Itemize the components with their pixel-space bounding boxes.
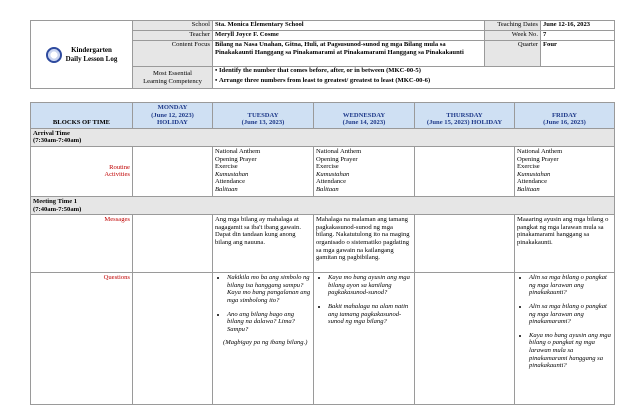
tuesday-date: (June 13, 2023) [241,119,285,127]
routine-item: Kumustahan [215,170,249,178]
schedule-table [30,102,615,405]
meeting-time-section [31,196,615,214]
question-item: • Bakit mahalaga na alam natin ang tamang pagkakasunod-sunod ng mga bilang? [328,303,412,326]
routine-item: Kumustahan [517,170,551,178]
question-item: • Kaya mo bang ayusin ang mga bilang ayon sa kanilang pagkakasunod-sunod? [328,274,412,297]
question-item: • Alin sa mga bilang o pangkat ng mga larawan ang pinakamarami? [529,303,612,326]
question-item: • Kaya mo bang ayusin ang mga bilang o pangkat ng mga larawan mula sa pinakamarami hanggang sa pinakakaunti? [529,332,612,370]
log-title [66,46,118,64]
questions-thursday [415,273,515,405]
routine-thursday [415,146,515,196]
wednesday-day: WEDNESDAY [342,111,386,119]
question-item: • Ano ang bilang bago ang bilang na dalawa? Lima? Sampu? [227,311,311,334]
messages-label: Messages [31,215,133,273]
logo-cell [31,21,133,89]
routine-item: Exercise [316,163,339,171]
teaching-dates-label: Teaching Dates [485,21,541,31]
routine-label-line1: Routine [109,163,130,171]
routine-item: Opening Prayer [215,155,257,163]
questions-label: Questions [31,273,133,405]
competency-label-line1: Most Essential [152,69,192,77]
school-label: School [133,21,213,31]
routine-tuesday [213,146,314,196]
monday-day: MONDAY [157,104,188,111]
teacher-label: Teacher [133,31,213,41]
routine-item: Exercise [517,163,540,171]
question-item: • Alin sa mga bilang o pangkat ng mga larawan ang pinakakaunti? [529,274,612,297]
content-focus-label: Content Focus [133,41,213,67]
col-friday [515,103,615,129]
routine-friday [515,146,615,196]
questions-friday [515,273,615,405]
header-table [30,20,615,89]
content-focus-value: Bilang na Nasa Unahan, Gitna, Huli, at Pagsusunod-sunod ng mga Bilang mula sa Pinakakaunti Hanggang sa Pinakamarami at Pinakamarami Hanggang sa Pinakakaunti [213,41,485,67]
log-title-line2: Daily Lesson Log [65,54,118,63]
arrival-time-section [31,128,615,146]
teaching-dates-value: June 12-16, 2023 [541,21,615,31]
log-title-line1: Kindergarten [71,45,112,54]
routine-monday [133,146,213,196]
arrival-title: Arrival Time [33,129,70,137]
messages-friday: Maaaring ayusin ang mga bilang o pangkat ng mga larawan mula sa pinakamarami hanggang sa pinakakaunti. [515,215,615,273]
tuesday-day: TUESDAY [247,111,279,119]
messages-monday [133,215,213,273]
routine-item: Opening Prayer [316,155,358,163]
thursday-date: (June 15, 2023) HOLIDAY [426,119,503,127]
friday-day: FRIDAY [551,111,578,119]
questions-wednesday [314,273,415,405]
routine-item: Exercise [215,163,238,171]
competency-label [133,67,213,89]
quarter-value: Four [541,41,615,67]
messages-tuesday: Ang mga bilang ay mahalaga at nagagamit sa iba't ibang gawain. Dapat din tandaan kung anong bilang ang nauuna. [213,215,314,273]
col-wednesday [314,103,415,129]
routine-item: Kumustahan [316,170,350,178]
thursday-day: THURSDAY [446,111,483,119]
routine-label [31,146,133,196]
friday-date: (June 16, 2023) [543,119,586,127]
competency-item: • Identify the number that comes before, after, or in between (MKC-00-5) [215,67,612,75]
meeting-title: Meeting Time 1 [33,197,78,205]
messages-thursday [415,215,515,273]
arrival-time: (7:30am-7:40am) [33,137,82,145]
col-thursday [415,103,515,129]
question-note: (Magbigay pa ng ibang bilang.) [223,339,308,347]
routine-wednesday [314,146,415,196]
routine-item: Balitaan [215,185,238,193]
routine-item: Attendance [316,178,347,186]
questions-tuesday [213,273,314,405]
routine-item: Balitaan [316,185,339,193]
routine-item: Attendance [215,178,246,186]
deped-seal-icon [46,47,62,63]
week-label: Week No. [485,31,541,41]
routine-label-line2: Activities [104,171,130,179]
quarter-label: Quarter [485,41,541,67]
competency-item: • Arrange three numbers from least to greatest/ greatest to least (MKC-00-6) [215,77,612,85]
routine-item: Balitaan [517,185,540,193]
school-value: Sta. Monica Elementary School [213,21,485,31]
col-monday [133,103,213,129]
monday-date: (June 12, 2023) HOLIDAY [151,111,194,127]
question-item: • Nakikila mo ba ang simbolo ng bilang isa hanggang sampu? Kaya mo bang pangalanan ang mga simbolong ito? [227,274,311,304]
routine-item: National Anthem [215,147,261,155]
questions-monday [133,273,213,405]
wednesday-date: (June 14, 2023) [342,119,386,127]
meeting-time: (7:40am-7:50am) [33,205,82,213]
routine-item: Opening Prayer [517,155,559,163]
col-blocks-of-time: BLOCKS OF TIME [31,103,133,129]
routine-item: National Anthem [517,147,563,155]
teacher-value: Meryll Joyce F. Cosme [213,31,485,41]
week-value: 7 [541,31,615,41]
col-tuesday [213,103,314,129]
routine-item: Attendance [517,178,548,186]
routine-item: National Anthem [316,147,362,155]
messages-wednesday: Mahalaga na malaman ang tamang pagkakasunod-sunod ng mga bilang. Nakatutulong ito na maging organisado o sistematiko pagdating sa mga gawain na kailangang gamitan ng pagbibilang. [314,215,415,273]
competency-label-line2: Learning Competency [143,77,202,85]
competency-value [213,67,615,89]
